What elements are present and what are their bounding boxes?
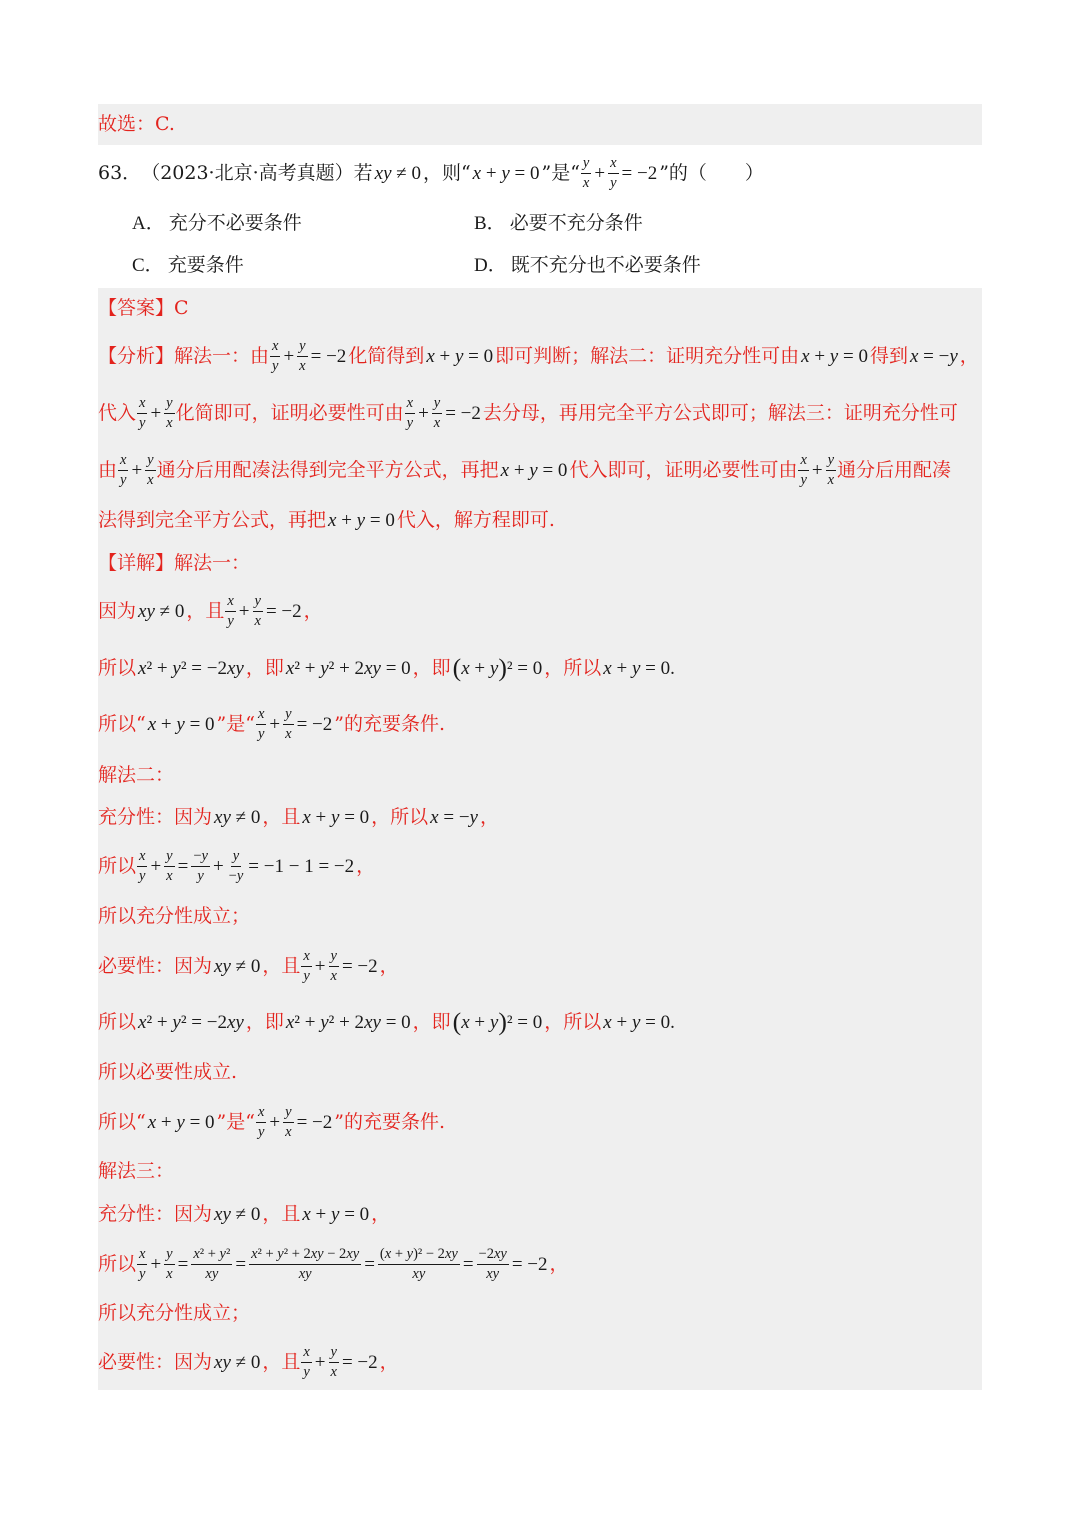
fraction	[283, 1104, 293, 1139]
text-segment: 所以“	[98, 1110, 146, 1133]
text-segment: ”的充要条件.	[334, 712, 446, 735]
fraction-numerator: x	[137, 1246, 147, 1264]
fraction	[301, 1344, 311, 1379]
text-segment: 必要性：因为	[98, 1350, 213, 1373]
fraction-denominator: y	[257, 725, 265, 742]
math-expression: +	[269, 1111, 281, 1133]
text-segment: ，	[549, 1252, 569, 1275]
option-label: A．	[132, 212, 165, 234]
text-segment: 通分后用配凑	[837, 458, 952, 481]
solution-line	[98, 1289, 250, 1337]
text-segment: ，所以	[544, 1010, 602, 1033]
text-segment: ，即	[412, 656, 451, 679]
solution-line	[98, 1098, 445, 1146]
fraction	[191, 848, 210, 883]
math-expression: = −2	[621, 162, 658, 184]
fraction-numerator: y	[432, 395, 442, 413]
text-segment: ”是“	[216, 1110, 255, 1133]
fraction-denominator: y	[610, 174, 617, 191]
math-expression: +	[283, 345, 295, 367]
fraction	[191, 1246, 232, 1281]
solution-line	[98, 1338, 399, 1386]
text-segment: 若	[353, 161, 373, 184]
fraction-denominator: x	[330, 1363, 337, 1380]
fraction	[145, 452, 155, 487]
solution-line	[98, 700, 445, 748]
text-segment: ，	[371, 1202, 391, 1225]
text-segment: 所以	[98, 656, 137, 679]
text-segment: 所以充分性成立；	[98, 904, 251, 927]
math-expression: x² + y² + 2xy = 0	[285, 657, 411, 679]
fraction-numerator: y	[297, 338, 307, 356]
text-segment: 必要性：因为	[98, 954, 213, 977]
fraction-numerator: x² + y²	[191, 1246, 232, 1264]
fraction-numerator: y	[253, 593, 263, 611]
fraction	[227, 848, 246, 883]
text-segment: 通分后用配凑法得到完全平方公式，再把	[156, 458, 499, 481]
math-expression: =	[177, 855, 189, 877]
math-expression: x + y = 0	[426, 345, 494, 367]
fraction-denominator: x	[285, 1123, 292, 1140]
fraction-denominator: x	[166, 414, 173, 431]
fraction-denominator: x	[254, 612, 261, 629]
text-segment: ”的（ ）	[659, 161, 764, 184]
text-segment: ，	[479, 805, 499, 828]
solution-line	[98, 942, 399, 990]
math-expression: x + y = 0	[472, 162, 540, 184]
fraction-denominator: xy	[486, 1265, 500, 1282]
fraction	[164, 1246, 174, 1281]
question-stem	[98, 149, 764, 197]
fraction-denominator: y	[197, 867, 204, 884]
fraction	[118, 452, 128, 487]
fraction-numerator: x² + y² + 2xy − 2xy	[249, 1246, 361, 1264]
math-expression: +	[238, 600, 250, 622]
solution-line	[98, 332, 979, 380]
fraction-numerator: x	[256, 1104, 266, 1122]
text-segment: ，且	[186, 599, 225, 622]
fraction	[378, 1246, 460, 1281]
fraction-numerator: y	[581, 155, 591, 173]
text-segment: 代入	[98, 401, 137, 424]
option-label: B．	[474, 212, 506, 234]
fraction-denominator: y	[227, 612, 234, 629]
math-expression: xy ≠ 0	[138, 600, 185, 622]
solution-line	[98, 1240, 569, 1288]
math-expression: =	[235, 1253, 247, 1275]
fraction	[581, 155, 591, 190]
solution-line	[98, 389, 958, 437]
text-segment: 充分性：因为	[98, 1202, 213, 1225]
math-expression: x + y = 0	[801, 345, 868, 367]
question-source: （2023·北京·高考真题）	[141, 161, 354, 184]
fraction-numerator: y	[283, 706, 293, 724]
fraction-denominator: y	[139, 1265, 146, 1282]
fraction-denominator: x	[433, 414, 441, 431]
text-segment: ，且	[262, 1202, 301, 1225]
text-segment: ，	[379, 954, 399, 977]
text-segment: 【答案】C	[98, 296, 189, 319]
fraction-denominator: x	[299, 357, 306, 374]
text-segment: ，所以	[371, 805, 429, 828]
text-segment: 所以	[98, 854, 137, 877]
text-segment: ，即	[245, 656, 284, 679]
fraction-denominator: y	[139, 867, 146, 884]
solution-line	[98, 1190, 390, 1238]
text-segment: 因为	[98, 599, 137, 622]
fraction-numerator: y	[231, 848, 241, 866]
math-expression: +	[150, 855, 162, 877]
fraction-numerator: y	[283, 1104, 293, 1122]
text-segment: ，	[356, 854, 376, 877]
math-expression: = −2	[445, 402, 481, 424]
text-segment: 充分性：因为	[98, 805, 213, 828]
fraction-numerator: y	[826, 452, 836, 470]
math-expression: xy ≠ 0	[374, 162, 421, 184]
fraction-denominator: x	[166, 867, 173, 884]
text-segment: 法得到完全平方公式，再把	[98, 508, 327, 531]
option-c	[132, 245, 244, 285]
math-expression: xy ≠ 0	[214, 806, 261, 828]
math-expression: = −2	[265, 600, 302, 622]
fraction-denominator: y	[303, 967, 310, 984]
fraction	[297, 338, 307, 373]
fraction-denominator: x	[827, 471, 835, 488]
text-segment: ，	[379, 1350, 399, 1373]
fraction-numerator: x	[270, 338, 280, 356]
solution-line	[98, 751, 174, 799]
fraction-numerator: y	[329, 1344, 339, 1362]
math-expression: =	[462, 1253, 474, 1275]
text-segment: 由	[98, 458, 118, 481]
fraction-numerator: x	[137, 848, 147, 866]
fraction	[137, 848, 147, 883]
fraction	[164, 848, 174, 883]
text-segment: 所以充分性成立；	[98, 1301, 251, 1324]
text-segment: 代入即可，证明必要性可由	[569, 458, 798, 481]
text-segment: 所以	[98, 1252, 137, 1275]
fraction-denominator: x	[330, 967, 337, 984]
fraction	[405, 395, 415, 430]
fraction-denominator: xy	[205, 1265, 219, 1282]
math-expression: +	[150, 402, 162, 424]
fraction-numerator: x	[256, 706, 266, 724]
math-expression: +	[314, 955, 326, 977]
math-expression: x² + y² + 2xy = 0	[285, 1011, 411, 1033]
text-segment: ，则“	[422, 161, 471, 184]
math-expression: = −1 − 1 = −2	[248, 855, 355, 877]
fraction	[249, 1246, 361, 1281]
option-text: 既不充分也不必要条件	[510, 253, 701, 276]
math-expression: x² + y² = −2xy	[138, 657, 244, 679]
fraction-denominator: y	[272, 357, 279, 374]
math-expression: x = −y	[430, 806, 478, 828]
option-d	[474, 245, 701, 285]
fraction-numerator: x	[405, 395, 415, 413]
text-segment: ，即	[412, 1010, 451, 1033]
math-expression: =	[177, 1253, 189, 1275]
option-label: D．	[474, 254, 507, 276]
text-segment: 所以“	[98, 712, 146, 735]
fraction-numerator: x	[301, 1344, 311, 1362]
math-expression: +	[314, 1351, 326, 1373]
math-expression: xy ≠ 0	[214, 1351, 261, 1373]
fraction	[798, 452, 808, 487]
fraction	[826, 452, 836, 487]
text-segment: 解法二：	[98, 763, 175, 786]
math-expression: x + y = 0	[302, 1203, 370, 1225]
answer-choice-text: 故选：C.	[98, 112, 175, 135]
math-expression: +	[418, 402, 429, 424]
fraction	[256, 1104, 266, 1139]
text-segment: 即可判断；解法二：证明充分性可由	[495, 344, 800, 367]
math-expression: = −2	[341, 955, 378, 977]
math-expression: x + y = 0	[302, 806, 370, 828]
math-expression: = −2	[341, 1351, 378, 1373]
fraction	[164, 395, 174, 430]
option-b	[474, 203, 643, 243]
option-text: 必要不充分条件	[509, 211, 643, 234]
option-text: 充要条件	[167, 253, 244, 276]
math-expression: +	[594, 162, 606, 184]
math-expression: x² + y² = −2xy	[138, 1011, 244, 1033]
math-expression: (x + y)² = 0	[452, 653, 543, 683]
fraction-numerator: x	[118, 452, 128, 470]
fraction-denominator: x	[147, 471, 154, 488]
math-expression: +	[150, 1253, 162, 1275]
fraction-denominator: y	[406, 414, 414, 431]
fraction-numerator: x	[608, 155, 618, 173]
option-a	[132, 203, 302, 243]
fraction	[137, 1246, 147, 1281]
fraction-denominator: −y	[228, 867, 244, 884]
fraction	[477, 1246, 509, 1281]
text-segment: ，且	[262, 954, 301, 977]
fraction	[432, 395, 442, 430]
math-expression: = −2	[296, 713, 333, 735]
solution-line	[98, 842, 375, 890]
fraction	[329, 1344, 339, 1379]
solution-line	[98, 793, 499, 841]
text-segment: ，	[303, 599, 323, 622]
fraction-numerator: y	[145, 452, 155, 470]
solution-line	[98, 539, 250, 587]
text-segment: ”是“	[541, 161, 580, 184]
text-segment: 化简得到	[348, 344, 425, 367]
math-expression: x + y = 0	[147, 713, 215, 735]
math-expression: x = −y	[909, 345, 958, 367]
solution-line	[98, 1048, 237, 1096]
text-segment: 所以	[98, 1010, 137, 1033]
text-segment: 化简即可，证明必要性可由	[175, 401, 404, 424]
option-text: 充分不必要条件	[168, 211, 302, 234]
fraction-numerator: y	[329, 948, 339, 966]
fraction-denominator: xy	[412, 1265, 426, 1282]
fraction-denominator: x	[166, 1265, 173, 1282]
math-expression: = −2	[296, 1111, 333, 1133]
fraction-numerator: x	[301, 948, 311, 966]
fraction-numerator: −y	[191, 848, 210, 866]
math-expression: +	[212, 855, 224, 877]
math-expression: +	[811, 459, 823, 481]
text-segment: 解法三：	[98, 1159, 175, 1182]
question-number: 63．	[98, 161, 142, 184]
fraction-numerator: x	[137, 395, 147, 413]
math-expression: x + y = 0	[147, 1111, 215, 1133]
text-segment: 【分析】解法一：由	[98, 344, 270, 367]
fraction-numerator: y	[164, 395, 174, 413]
fraction-denominator: x	[285, 725, 292, 742]
math-expression: x + y = 0	[500, 459, 568, 481]
text-segment: ，且	[262, 1350, 301, 1373]
answer-choice-block	[98, 104, 982, 145]
text-segment: ，且	[262, 805, 301, 828]
math-expression: xy ≠ 0	[214, 955, 261, 977]
fraction-denominator: y	[303, 1363, 310, 1380]
text-segment: 得到	[869, 344, 908, 367]
fraction	[256, 706, 266, 741]
math-expression: x + y = 0.	[603, 1011, 675, 1033]
solution-line	[98, 496, 555, 544]
text-segment: 所以必要性成立.	[98, 1060, 238, 1083]
answer-choice-line	[98, 100, 175, 148]
fraction	[608, 155, 618, 190]
fraction	[301, 948, 311, 983]
math-expression: =	[364, 1253, 375, 1275]
math-expression: x + y = 0.	[603, 657, 675, 679]
text-segment: ，	[959, 344, 979, 367]
fraction	[283, 706, 293, 741]
fraction-denominator: y	[139, 414, 146, 431]
fraction-denominator: xy	[298, 1265, 312, 1282]
text-segment: ”是“	[216, 712, 255, 735]
math-expression: (x + y)² = 0	[452, 1007, 543, 1037]
fraction-numerator: y	[164, 1246, 174, 1264]
fraction-numerator: x	[798, 452, 808, 470]
fraction	[137, 395, 147, 430]
math-expression: = −2	[310, 345, 347, 367]
fraction-numerator: (x + y)² − 2xy	[378, 1246, 460, 1264]
math-expression: = −2	[511, 1253, 548, 1275]
fraction	[253, 593, 263, 628]
fraction-numerator: x	[225, 593, 235, 611]
fraction	[329, 948, 339, 983]
math-expression: +	[131, 459, 143, 481]
answer-line	[98, 284, 189, 332]
text-segment: ”的充要条件.	[334, 1110, 446, 1133]
math-expression: x + y = 0	[328, 509, 395, 531]
option-label: C．	[132, 254, 164, 276]
text-segment: 去分母，再用完全平方公式即可；解法三：证明充分性可	[482, 401, 958, 424]
text-segment: ，即	[245, 1010, 284, 1033]
fraction	[225, 593, 235, 628]
solution-line	[98, 998, 677, 1046]
solution-line	[98, 892, 250, 940]
text-segment: 代入，解方程即可.	[396, 508, 555, 531]
fraction-denominator: y	[257, 1123, 265, 1140]
fraction-numerator: −2xy	[477, 1246, 509, 1264]
math-expression: xy ≠ 0	[214, 1203, 261, 1225]
solution-line	[98, 587, 323, 635]
text-segment: ，所以	[544, 656, 602, 679]
fraction-denominator: x	[582, 174, 590, 191]
solution-line	[98, 644, 677, 692]
solution-line	[98, 446, 951, 494]
solution-line	[98, 1147, 174, 1195]
text-segment: 【详解】解法一：	[98, 551, 251, 574]
fraction-denominator: y	[800, 471, 807, 488]
fraction	[270, 338, 280, 373]
math-expression: +	[269, 713, 281, 735]
fraction-denominator: y	[120, 471, 127, 488]
fraction-numerator: y	[164, 848, 174, 866]
